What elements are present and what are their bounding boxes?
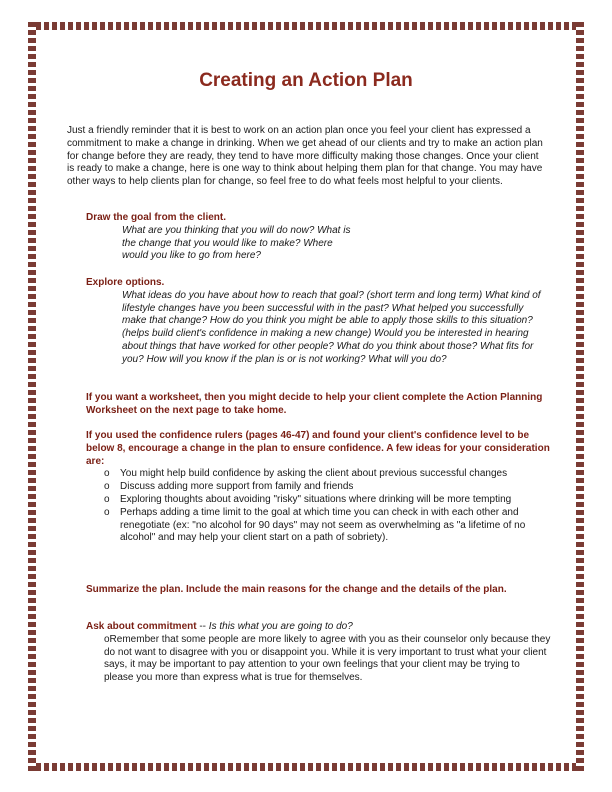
- decorative-border-right: [576, 22, 584, 771]
- list-item: [86, 494, 551, 507]
- intro-paragraph: Just a friendly reminder that it is best to work on an action plan once you feel your client has expressed a commitment to make a change in drinking. When we get ahead of our clients and try to make an action plan for change before they are ready, they tend to have more difficulty making those changes. Once your client is ready to make a change, here is one way to think about helping them plan for that change. You may have other ways to help clients plan for change, so feel free to do what feels most helpful to your clients.: [67, 125, 543, 188]
- worksheet-text: If you want a worksheet, then you might decide to help your client complete the Action Planning Worksheet on the next page to take home.: [86, 392, 543, 416]
- confidence-heading: If you used the confidence rulers (pages 46-47) and found your client's confidence level to be below 8, encourage a change in the plan to ensure confidence. A few ideas for your consideration are:: [86, 430, 550, 467]
- worksheet-section: [86, 392, 551, 418]
- goal-line: the change that you would like to make? Where: [122, 237, 333, 249]
- goal-section: [86, 212, 551, 263]
- page-title: Creating an Action Plan: [199, 70, 413, 91]
- decorative-border-left: [28, 22, 36, 771]
- explore-section: [86, 277, 551, 367]
- commitment-dash: --: [196, 621, 209, 632]
- decorative-border-bottom: [28, 763, 584, 771]
- list-item: [86, 507, 551, 545]
- bullet-marker: o: [104, 493, 110, 505]
- explore-text: What ideas do you have about how to reach that goal? (short term and long term) What kind of lifestyle changes have you been successful with in the past? What helped you successfully make that change? How do you think you might be able to apply those skills to this situation? (helps build client's confidence in making a new change) Would you be interested in hearing about things that have worked for other people? What do you think about those? What fits for you? How will you know if the plan is or is not working? What will you do?: [122, 289, 541, 365]
- bullet-text: Exploring thoughts about avoiding "risky" situations where drinking will be more tempting: [120, 493, 512, 505]
- goal-line: What are you thinking that you will do now? What is: [122, 224, 351, 236]
- commitment-note: oRemember that some people are more likely to agree with you as their counselor only because they do not want to disagree with you or disappoint you. While it is very important to trust what your client says, it may be important to pay attention to your own feelings that your client may be trying to please you more than express what is true for themselves.: [104, 633, 551, 684]
- summarize-section: [86, 584, 551, 597]
- commitment-question: Is this what you are going to do?: [208, 621, 353, 632]
- goal-line: would you like to go from here?: [122, 250, 261, 262]
- bullet-marker: o: [104, 481, 110, 493]
- bullet-text: Perhaps adding a time limit to the goal at which time you can check in with each other and renegotiate (ex: "no alcohol for 90 days" may not seem as overwhelming as "a lifetime of no alcohol" and may help your client start on a path of sobriety).: [120, 506, 526, 544]
- decorative-border-top: [28, 22, 584, 30]
- list-item: [86, 481, 551, 494]
- commitment-heading: Ask about commitment: [86, 621, 197, 632]
- confidence-section: [86, 430, 551, 545]
- summarize-text: Summarize the plan. Include the main reasons for the change and the details of the plan.: [86, 584, 507, 595]
- bullet-text: You might help build confidence by asking the client about previous successful changes: [120, 468, 508, 480]
- explore-heading: Explore options.: [86, 277, 165, 288]
- goal-heading: Draw the goal from the client.: [86, 212, 227, 223]
- list-item: [86, 468, 551, 481]
- commitment-section: [86, 621, 551, 685]
- bullet-text: Discuss adding more support from family and friends: [120, 481, 354, 493]
- bullet-marker: o: [104, 468, 110, 480]
- bullet-marker: o: [104, 506, 110, 518]
